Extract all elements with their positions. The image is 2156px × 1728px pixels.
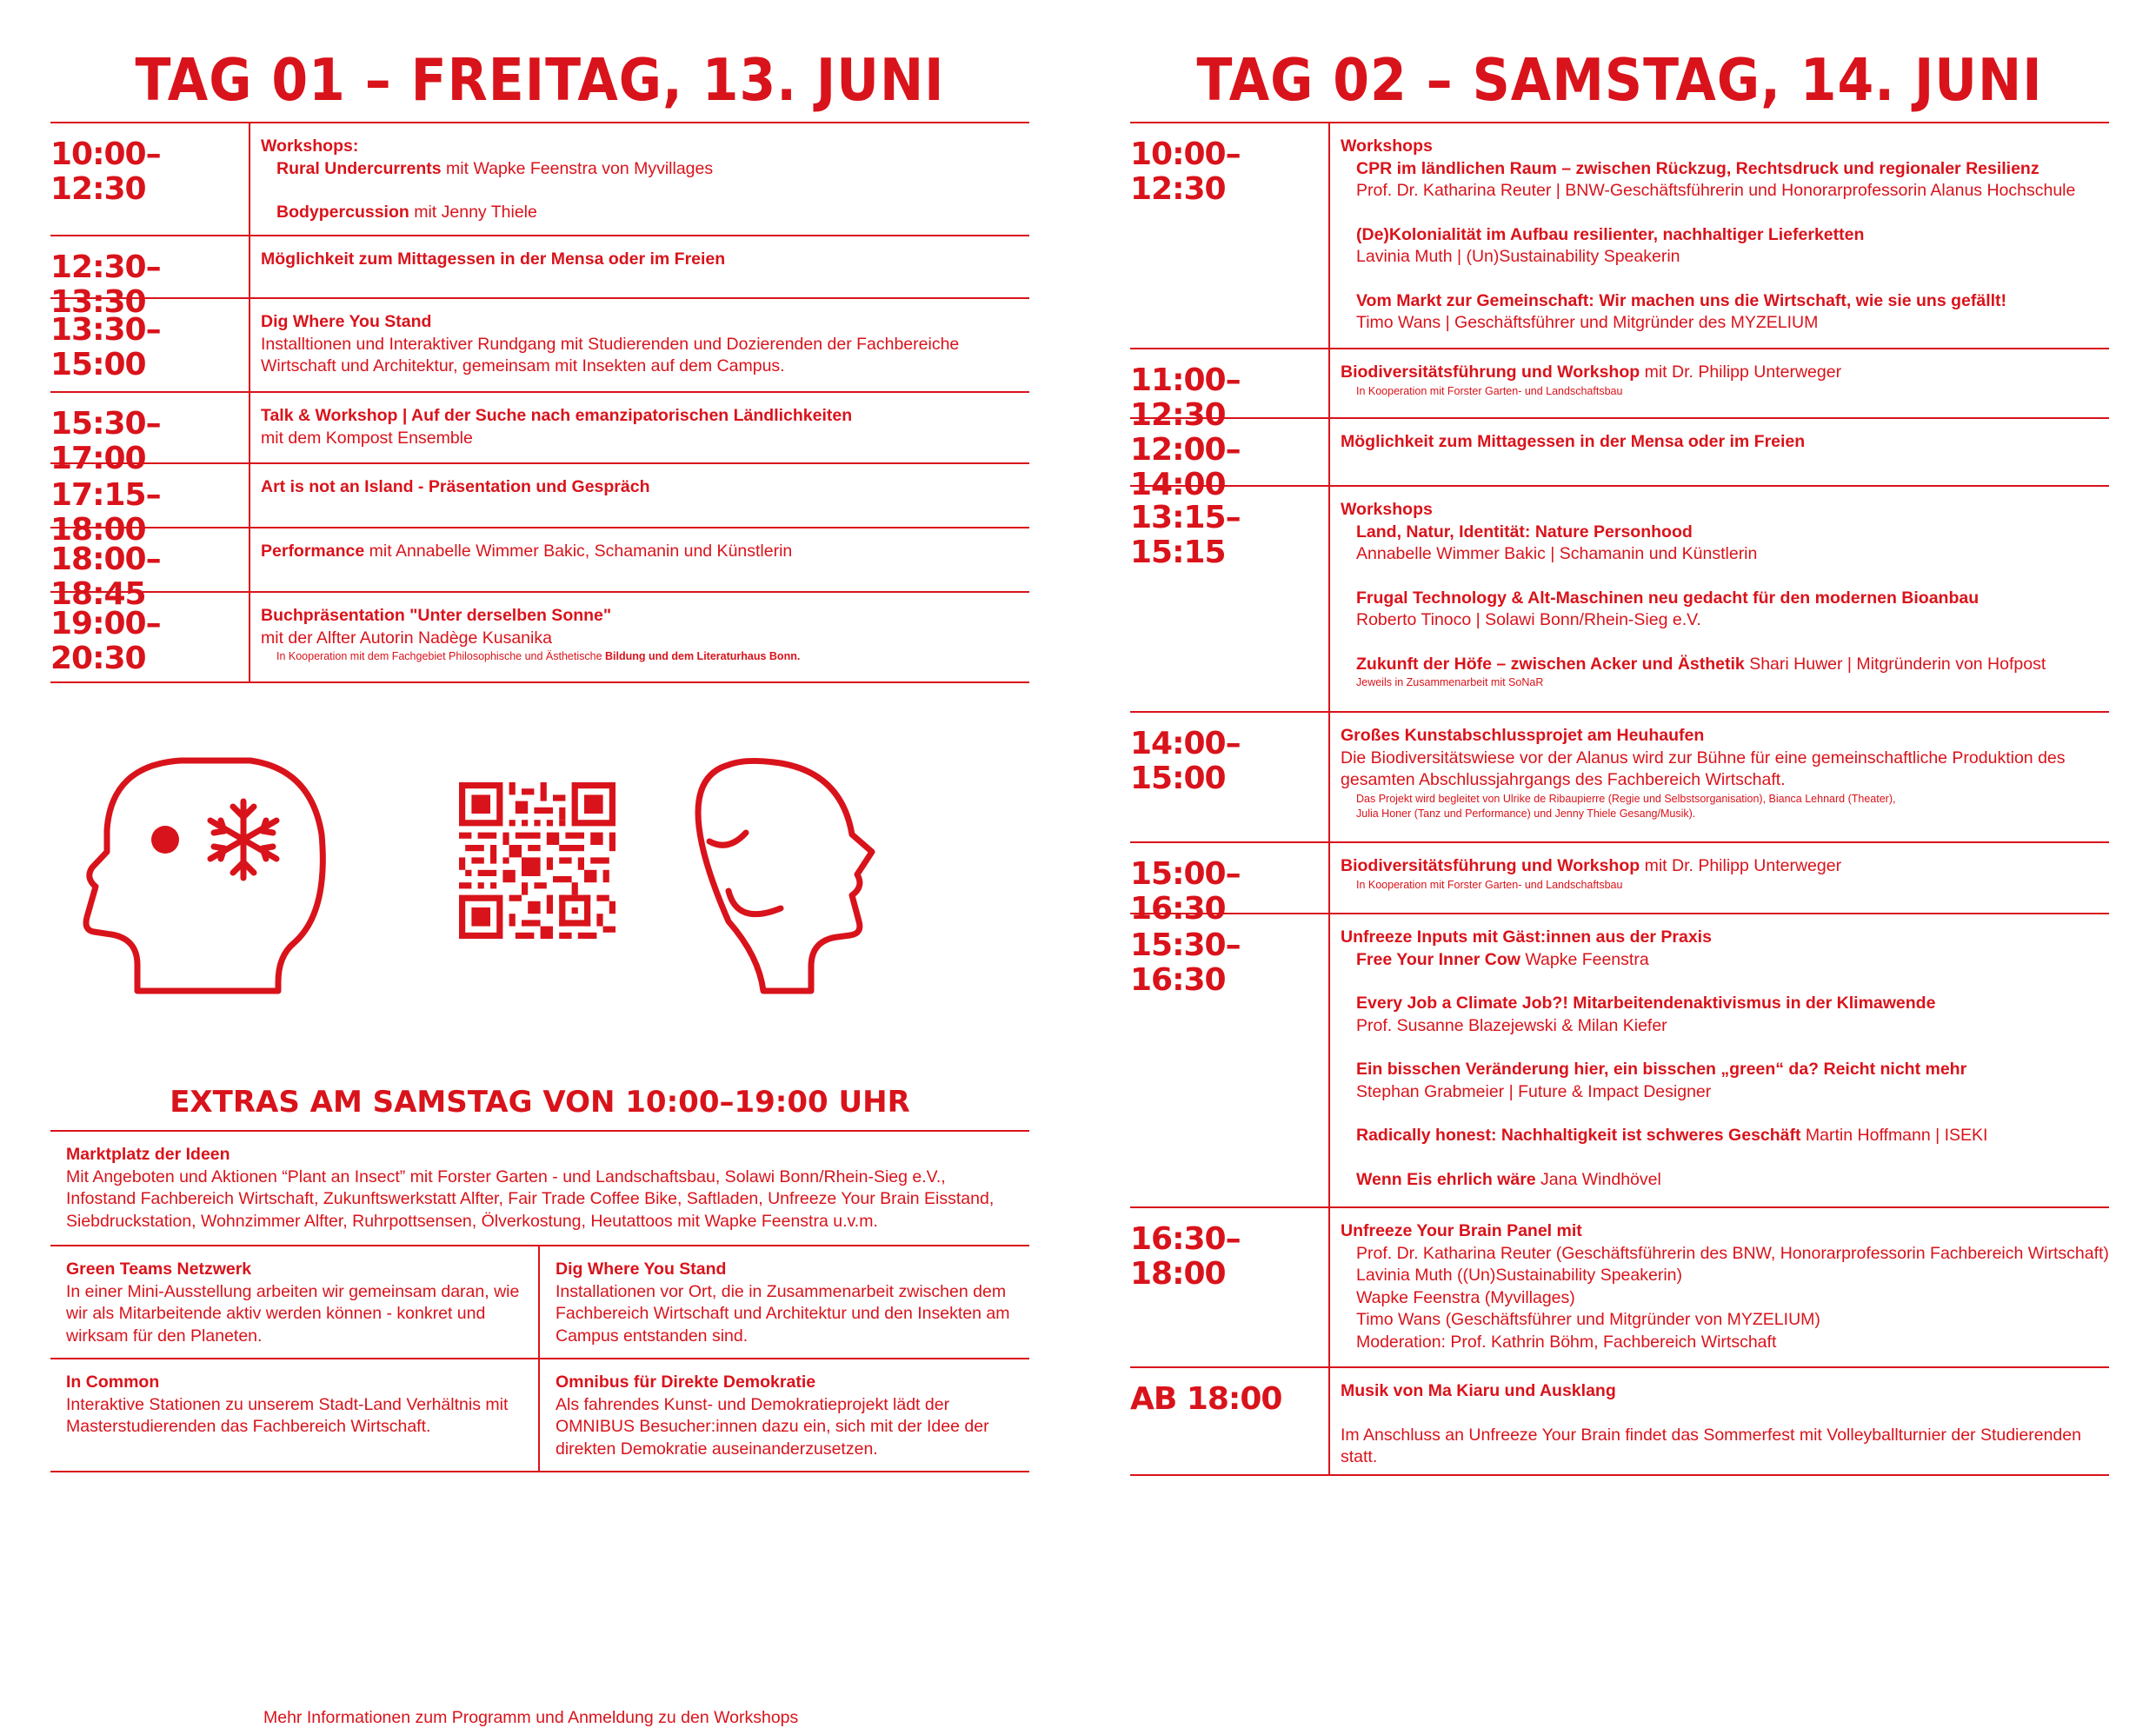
schedule-row: 11:00–12:30 Biodiversitätsführung und Workshop mit Dr. Philipp Unterweger In Kooperation mit Forster Garten- und Landschaftsbau — [1130, 349, 2109, 419]
schedule-row: 13:15–15:15 Workshops Land, Natur, Identität: Nature Personhood Annabelle Wimmer Bakic | Schamanin und Künstlerin Frugal Technology & Alt-Maschinen neu gedacht für den modernen Bioanbau Roberto Tinoco | Solawi Bonn/Rhein-Sieg e.V. Zukunft der Höfe – zwischen Acker und Ästhetik Shari Huwer | Mitgründerin von Hofpost Jeweils in Zusammenarbeit mit SoNaR — [1130, 487, 2109, 713]
day2-title: TAG 02 – SAMSTAG, 14. JUNI — [1196, 46, 2043, 115]
workshop-text: Prof. Dr. Katharina Reuter | BNW-Geschäftsführerin und Honorarprofessorin Alanus Hochschule — [1356, 181, 2076, 200]
time-slot: 18:00–18:45 — [50, 528, 250, 591]
info-caption: Mehr Informationen zum Programm und Anmeldung zu den Workshops — [263, 1708, 799, 1727]
schedule-row — [50, 528, 1029, 612]
time-slot: 10:00–12:30 — [50, 123, 250, 235]
workshop-title: (De)Kolonialität im Aufbau resilienter, nachhaltiger Lieferketten — [1356, 224, 1865, 244]
workshop-title: Land, Natur, Identität: Nature Personhood — [1356, 522, 1693, 542]
time-slot: 13:30–15:00 — [50, 299, 250, 391]
time-slot: 19:00–20:30 — [50, 593, 250, 681]
session-item-text: mit Wapke Feenstra von Myvillages — [441, 158, 714, 178]
session-note: Jeweils in Zusammenarbeit mit SoNaR — [1356, 676, 1544, 688]
extras-green: Green Teams Netzwerk In einer Mini-Ausstellung arbeiten wir gemeinsam daran, wie wir als Mitarbeitende aktiv werden können - konkret und wirksam für den Planeten. — [50, 1246, 540, 1358]
schedule-row — [50, 123, 1029, 236]
workshop-title: Frugal Technology & Alt-Maschinen neu gedacht für den modernen Bioanbau — [1356, 588, 1980, 608]
workshop-text: Timo Wans | Geschäftsführer und Mitgründer des MYZELIUM — [1356, 313, 1819, 332]
time-slot: 15:00–16:30 — [1130, 843, 1330, 913]
session-heading: Talk & Workshop | Auf der Suche nach emanzipatorischen Ländlichkeiten — [261, 406, 853, 425]
extras-dig: Dig Where You Stand Installationen vor Ort, die in Zusammenarbeit zwischen dem Fachbereich Wirtschaft und Architektur und den Insekten am Campus entstanden sind. — [556, 1259, 1010, 1346]
schedule-row: 12:00–14:00 Möglichkeit zum Mittagessen in der Mensa oder im Freien — [1130, 419, 2109, 487]
session-heading: Dig Where You Stand — [261, 312, 432, 331]
time-slot: 14:00–15:00 — [1130, 713, 1330, 841]
time-slot: 15:30–16:30 — [1130, 914, 1330, 1206]
schedule-row: 14:00–15:00 Großes Kunstabschlussprojet am Heuhaufen Die Biodiversitätswiese vor der Alanus wird zur Bühne für eine gemeinschaftliche Produktion des gesamten Abschlussjahrgangs des Fachbereich Wirtschaft. Das Projekt wird begleitet von Ulrike de Ribaupierre (Regie und Selbstsorganisation), Bianca Lehnard (Theater), Julia Honer (Tanz und Performance) und Jenny Thiele Gesang/Musik). — [1130, 713, 2109, 843]
session-content — [250, 123, 1029, 235]
schedule-row — [50, 236, 1029, 320]
day2-schedule — [1130, 122, 2109, 1476]
schedule-row: 15:00–16:30 Biodiversitätsführung und Workshop mit Dr. Philipp Unterweger In Kooperation mit Forster Garten- und Landschaftsbau — [1130, 843, 2109, 914]
extras-market — [50, 1132, 1029, 1246]
frozen-head-icon — [86, 761, 323, 991]
session-item-text: mit Jenny Thiele — [409, 203, 537, 222]
time-slot: 12:00–14:00 — [1130, 419, 1330, 485]
time-slot: 11:00–12:30 — [1130, 349, 1330, 417]
schedule-row — [50, 593, 1029, 683]
schedule-row — [50, 464, 1029, 548]
session-text: Installtionen und Interaktiver Rundgang mit Studierenden und Dozierenden der Fachbereiche Wirtschaft und Architektur, gemeinsam mit Insekten auf dem Campus. — [261, 334, 960, 376]
schedule-row: AB 18:00 Musik von Ma Kiaru und Ausklang Im Anschluss an Unfreeze Your Brain findet das Sommerfest mit Volleyballturnier der Studierenden statt. — [1130, 1368, 2109, 1476]
session-text: mit Annabelle Wimmer Bakic, Schamanin und Künstlerin — [364, 542, 793, 561]
workshop-title: CPR im ländlichen Raum – zwischen Rückzug, Rechtsdruck und regionaler Resilienz — [1356, 158, 2040, 178]
eye-dot-icon — [151, 826, 179, 854]
day1-title: TAG 01 – FREITAG, 13. JUNI — [135, 46, 945, 115]
session-text: mit dem Kompost Ensemble — [261, 428, 473, 448]
session-text: mit der Alfter Autorin Nadège Kusanika — [261, 628, 552, 648]
time-slot: 10:00–12:30 — [1130, 123, 1330, 348]
session-item-title: Bodypercussion — [276, 203, 409, 222]
workshop-title: Vom Markt zur Gemeinschaft: Wir machen uns die Wirtschaft, wie sie uns gefällt! — [1356, 290, 2007, 310]
smiling-head-icon — [698, 761, 872, 991]
session-heading: Buchpräsentation "Unter derselben Sonne" — [261, 606, 612, 625]
session-heading: Workshops: — [261, 136, 359, 156]
schedule-row — [50, 299, 1029, 393]
session-heading: Möglichkeit zum Mittagessen in der Mensa oder im Freien — [261, 249, 726, 269]
snowflake-icon — [210, 801, 276, 878]
schedule-row — [50, 393, 1029, 476]
time-slot: 12:30–13:30 — [50, 236, 250, 297]
workshop-text: Lavinia Muth | (Un)Sustainability Speakerin — [1356, 247, 1680, 266]
extras-omnibus: Omnibus für Direkte Demokratie Als fahrendes Kunst- und Demokratieprojekt lädt der OMNIBUS Besucher:innen dazu ein, sich mit der Idee der direkten Demokratie auseinanderzusetzen. — [556, 1372, 989, 1459]
session-heading: Art is not an Island - Präsentation und Gespräch — [261, 477, 650, 496]
extras-row — [50, 1246, 1029, 1359]
day1-column — [50, 0, 1029, 1727]
session-item-title: Rural Undercurrents — [276, 158, 442, 178]
session-item — [261, 158, 1029, 181]
extras-text: Mit Angeboten und Aktionen “Plant an Insect” mit Forster Garten - und Landschaftsbau, Solawi Bonn/Rhein-Sieg e.V., Infostand Fachbereich Wirtschaft, Zukunftswerkstatt Alfter, Fair Trade Coffee Bike, Saftladen, Unfreeze Your Brain Eisstand, Siebdruckstation, Wohnzimmer Alfter, Ruhrpottsensen, Ölverkostung, Heutattoos mit Wapke Feenstra u.v.m. — [66, 1166, 995, 1231]
session-note: In Kooperation mit dem Fachgebiet Philosophische und Ästhetische Bildung und dem Literaturhaus Bonn. — [276, 650, 801, 662]
schedule-row: 15:30–16:30 Unfreeze Inputs mit Gäst:innen aus der Praxis Free Your Inner Cow Wapke Feenstra Every Job a Climate Job?! Mitarbeitendenaktivismus in der Klimawende Prof. Susanne Blazejewski & Milan Kiefer Ein bisschen Veränderung hier, ein bisschen „green“ da? Reicht nicht mehr Stephan Grabmeier | Future & Impact Designer Radically honest: Nachhaltigkeit ist schweres Geschäft Martin Hoffmann | ISEKI Wenn Eis ehrlich wäre Jana Windhövel — [1130, 914, 2109, 1208]
qr-code-icon[interactable] — [459, 782, 616, 939]
extras-table — [50, 1130, 1029, 1472]
extras-common: In Common Interaktive Stationen zu unserem Stadt-Land Verhältnis mit Masterstudierenden das Fachbereich Wirtschaft. — [50, 1359, 540, 1471]
session-heading: Performance — [261, 542, 365, 561]
session-item — [261, 202, 1029, 224]
time-slot: 17:15–18:00 — [50, 464, 250, 527]
time-slot: 13:15–15:15 — [1130, 487, 1330, 711]
day2-column — [1130, 0, 2109, 1476]
session-note: In Kooperation mit Forster Garten- und Landschaftsbau — [1356, 384, 1623, 397]
time-slot: 15:30–17:00 — [50, 393, 250, 462]
day1-schedule — [50, 122, 1029, 683]
extras-heading: Marktplatz der Ideen — [66, 1145, 230, 1164]
schedule-row: 16:30–18:00 Unfreeze Your Brain Panel mit Prof. Dr. Katharina Reuter (Geschäftsführerin des BNW, Honorarprofessorin Fachbereich Wirtschaft) Lavinia Muth ((Un)Sustainability Speakerin) Wapke Feenstra (Myvillages) Timo Wans (Geschäftsführer und Mitgründer von MYZELIUM) Moderation: Prof. Kathrin Böhm, Fachbereich Wirtschaft — [1130, 1208, 2109, 1368]
schedule-row — [1130, 123, 2109, 349]
time-slot: AB 18:00 — [1130, 1368, 1330, 1474]
time-slot: 16:30–18:00 — [1130, 1208, 1330, 1366]
extras-title: EXTRAS AM SAMSTAG VON 10:00–19:00 UHR — [170, 1085, 910, 1120]
extras-row — [50, 1359, 1029, 1472]
session-heading: Workshops — [1341, 136, 1433, 156]
